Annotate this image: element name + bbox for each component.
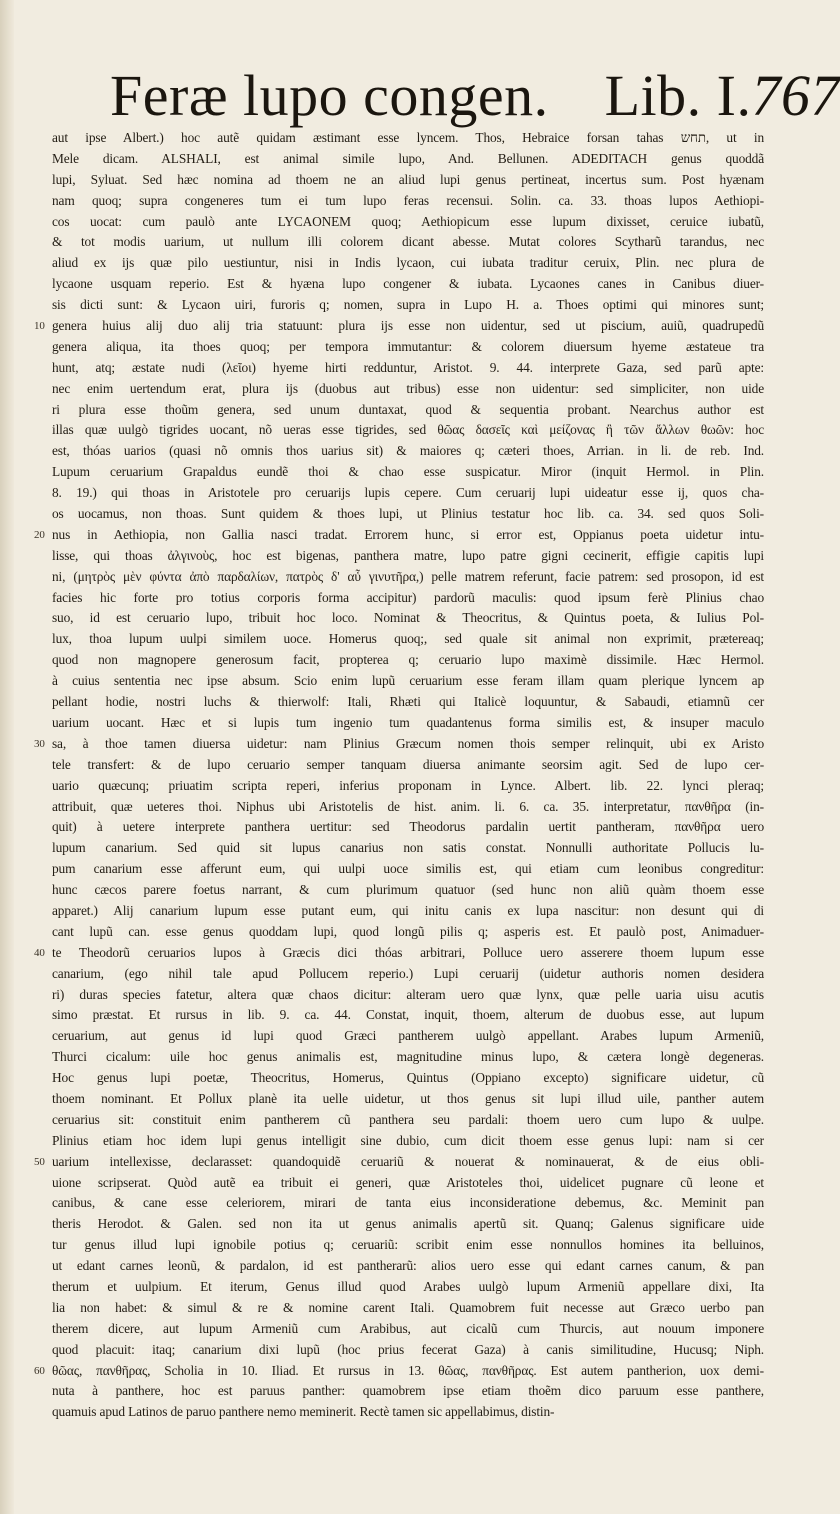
text-line-content: suo, id est ceruario lupo, tribuit hoc loco. Nominat & Theocritus, & Quintus poeta, & Iulius Pol- <box>52 610 764 626</box>
text-line-content: theris Herodot. & Galen. sed non ita ut genus animalis apertũ sit. Quanq; Galenus significare uide <box>52 1216 764 1232</box>
text-line <box>36 420 764 441</box>
text-line-content: lux, thoa lupum uulpi similem uoce. Homerus quoq;, sed quale sit animal non exprimit, prætereaq; <box>52 631 764 647</box>
text-line <box>36 295 764 316</box>
text-line <box>36 650 764 671</box>
text-line <box>36 1381 764 1402</box>
text-line-content: nec enim uertendum erat, plura ijs (duobus aut tribus) esse non uidentur: sed simpliciter, non uide <box>52 380 764 396</box>
text-line-content: te Theodorũ ceruarios lupos à Græcis dici thóas arbitrari, Polluce uero asserere thoem lupum esse <box>52 944 764 960</box>
text-line-content: nus in Aethiopia, non Gallia nasci tradat. Errorem hunc, si error est, Oppianus poeta uidetur intu- <box>52 526 764 542</box>
line-number-marker: 60 <box>34 1364 45 1377</box>
text-line-content: pellant hodie, nostri luchs & thierwolf: Itali, Rhæti qui Italicè loquuntur, & Sabaudi, etiamnũ cer <box>52 694 764 710</box>
text-line-content: uarium intellexisse, declarasset: quandoquidẽ ceruariũ & nouerat & nominauerat, & de eius obli- <box>52 1153 764 1169</box>
text-line-content: illas quæ uulgò tigrides uocant, nõ ueras esse tigrides, sed θῶας δασεῖς καὶ μείζονας ἢ τῶν ἄλλων θωῶν: hoc <box>52 422 764 438</box>
text-line <box>36 922 764 943</box>
text-line <box>36 629 764 650</box>
text-line <box>36 1068 764 1089</box>
text-line-content: canibus, & cane esse celeriorem, mirari de tanta eius inconsideratione debemus, &c. Meminit pan <box>52 1195 764 1211</box>
text-line-content: θῶας, πανθῆρας, Scholia in 10. Iliad. Et rursus in 13. θῶας, πανθῆρας. Est autem pantherion, uox demi- <box>52 1362 764 1378</box>
text-line <box>36 1277 764 1298</box>
text-line <box>36 337 764 358</box>
text-line <box>36 232 764 253</box>
text-line-content: lupi, Syluat. Sed hæc nomina ad thoem ne an aliud lupi genus pertineat, incertus sum. Post hyænam <box>52 171 764 187</box>
text-line-content: lycaone usquam reperio. Est & hyæna lupo congener & iubata. Lycaones canes in Canibus diuer- <box>52 276 764 292</box>
text-line <box>36 170 764 191</box>
text-line-content: therem dicere, aut lupum Armeniũ cum Arabibus, aut cicalũ cum Thurcis, aut nouum imponere <box>52 1320 764 1336</box>
running-head-title: Feræ lupo congen. <box>110 63 549 128</box>
text-line-content: Hoc genus lupi poetæ, Theocritus, Homerus, Quintus (Oppiano excepto) significare uidetur, cũ <box>52 1070 764 1086</box>
text-line <box>36 1173 764 1194</box>
text-line-content: lia non habet: & simul & re & nomine carent Itali. Quamobrem fuit necesse aut Græco uerbo pan <box>52 1299 764 1315</box>
text-line <box>36 504 764 525</box>
line-number-marker: 30 <box>34 737 45 750</box>
text-line <box>36 1089 764 1110</box>
text-line-content: Lupum ceruarium Grapaldus eundẽ thoi & chao esse suspicatur. Miror (inquit Hermol. in Plin. <box>52 464 764 480</box>
text-line <box>36 692 764 713</box>
text-line-content: uarium uocant. Hæc et si lupis tum ingenio tum quadantenus forma similis est, & insuper maculo <box>52 714 764 730</box>
text-line-content: os uocamus, non thoas. Sunt quidem & thoes lupi, ut Plinius testatur hoc lib. ca. 34. sed quos Soli- <box>52 506 764 522</box>
page-binding-edge <box>0 0 14 1514</box>
text-line-content: uione scripserat. Quòd autẽ ea tribuit ei generi, quæ Aristoteles thoi, uidelicet pugnare cũ leone et <box>52 1174 764 1190</box>
text-line-content: pum canarium esse afferunt eum, qui uulpi uoce similis est, qui etiam cum leonibus congreditur: <box>52 861 764 877</box>
text-line <box>36 671 764 692</box>
text-line-content: thoem nominant. Et Pollux planè ita uelle uidetur, ut thos genus sit lupi illud uile, panther autem <box>52 1090 764 1106</box>
text-line <box>36 567 764 588</box>
text-line-content: facies hic forte pro totius corporis forma accipitur) pardorũ maculis: quod ipsum ferè Plinius chao <box>52 589 764 605</box>
text-line <box>36 776 764 797</box>
text-line <box>36 316 764 337</box>
text-line-content: attribuit, quæ ueteres thoi. Niphus ubi Aristotelis de hist. anim. li. 6. ca. 35. interpretatur, πανθῆρα (in- <box>52 798 764 814</box>
text-line <box>36 588 764 609</box>
text-line <box>36 1047 764 1068</box>
text-line <box>36 755 764 776</box>
text-line <box>36 1402 764 1423</box>
text-line <box>36 274 764 295</box>
text-line-content: quamuis apud Latinos de paruo panthere nemo meminerit. Rectè tamen sic appellabimus, distin- <box>52 1404 555 1420</box>
text-line-content: quod non magnopere generosum facit, propterea q; ceruario lupo maximè dissimile. Hæc Hermol. <box>52 652 764 668</box>
text-line <box>36 253 764 274</box>
text-line <box>36 483 764 504</box>
body-text <box>36 128 764 1423</box>
text-line-content: hunt, atq; æstate nudi (λεῖοι) hyeme hirti redduntur, Aristot. 9. 44. interprete Gaza, sed parũ apte: <box>52 359 764 375</box>
text-line-content: aliud ex ijs quæ pilo uestiuntur, nisi in Indis lycaon, cui iubata traditur ceruix, Plin. nec plura de <box>52 255 764 271</box>
text-line <box>36 1005 764 1026</box>
text-line <box>36 1131 764 1152</box>
text-line <box>36 379 764 400</box>
text-line <box>36 1026 764 1047</box>
text-line <box>36 546 764 567</box>
text-line-content: lupum canarium. Sed quid sit lupus canarius non satis constat. Nonnulli authoritate Pollucis lu- <box>52 840 764 856</box>
text-line <box>36 358 764 379</box>
text-line <box>36 1256 764 1277</box>
text-line <box>36 985 764 1006</box>
text-line-content: Mele dicam. ALSHALI, est animal simile lupo, And. Bellunen. ADEDITACH genus quoddã <box>52 150 764 166</box>
text-line-content: tur genus illud lupi ignobile potius q; ceruariũ: scribit enim esse nonnullos homines ita belluinos, <box>52 1237 764 1253</box>
text-line <box>36 880 764 901</box>
text-line <box>36 191 764 212</box>
text-line-content: ri plura esse thoũm genera, sed unum duntaxat, quod & sequentia probant. Nearchus author est <box>52 401 764 417</box>
line-number-marker: 20 <box>34 528 45 541</box>
text-line <box>36 1193 764 1214</box>
text-line-content: ni, (μητρὸς μὲν φύντα ἀπὸ παρδαλίων, πατρὸς δ' αὖ γινυτῆρα,) pelle matrem referunt, facie patrem: sed prosopon, id est <box>52 568 764 584</box>
text-line-content: simo præstat. Et rursus in lib. 9. ca. 44. Constat, inquit, thoem, alterum de duobus esse, aut lupum <box>52 1007 764 1023</box>
text-line-content: genera huius alij duo alij tria statuunt: plura ijs esse non uidentur, sed ut piscium, auiũ, quadrupedũ <box>52 318 764 334</box>
text-line-content: lisse, qui thoas ἀλγινοὺς, hoc est bigenas, panthera matre, lupo patre gigni cecinerit, effigie capitis lupi <box>52 547 764 563</box>
text-line-content: est, thóas uarios (quasi nõ omnis thos uarius sit) & maiores q; cæteri thoes, Arrian. in li. de reb. Ind. <box>52 443 764 459</box>
text-line-content: sis dicti sunt: & Lycaon uiri, furoris q; nomen, supra in Lupo H. a. Thoes optimi qui minores sunt; <box>52 297 764 313</box>
text-line-content: aut ipse Albert.) hoc autẽ quidam æstimant esse lyncem. Thos, Hebraice forsan tahas תחש, ut in <box>52 130 765 145</box>
text-line-content: therum et uulpium. Et iterum, Genus illud quod Arabes uulgò lupum Armeniũ appellare dixi, Ita <box>52 1278 764 1294</box>
text-line-content: cant lupũ can. esse genus quoddam lupi, quod longũ pilis q; asperis est. Et paulò post, Animaduer- <box>52 923 764 939</box>
text-line-content: hunc cæcos parere foetus narrant, & cum plurimum quatuor (sed hunc non aliũ quàm thoem esse <box>52 882 764 898</box>
text-line <box>36 713 764 734</box>
text-line-content: genera aliqua, ita thoes quoq; per tempora immutantur: & colorem diuersum hyeme æstateue tra <box>52 338 764 354</box>
text-line-content: & tot modis uarium, ut nullum illi colorem dicant abesse. Mutat colores Scytharũ tarandus, nec <box>52 234 764 250</box>
running-head-book: Lib. I. <box>604 63 752 128</box>
text-line-content: apparet.) Alij canarium lupum esse putant eum, qui initu canis ex lupa nascitur: non desunt qui di <box>52 902 764 918</box>
text-line <box>36 441 764 462</box>
text-line <box>36 734 764 755</box>
text-line-content: Plinius etiam hoc idem lupi genus intelligit sine dubio, cum dicit thoem esse genus lupi: nam si cer <box>52 1132 764 1148</box>
line-number-marker: 40 <box>34 946 45 959</box>
text-line-content: tele transfert: & de lupo ceruario semper tanquam diuersa animante seorsim agit. Sed de lupo cer- <box>52 756 764 772</box>
text-line-content: ri) duras species fatetur, altera quæ chaos dicitur: alteram uero quæ lynx, quæ pelle uaria uisu acutis <box>52 986 764 1002</box>
text-line <box>36 1152 764 1173</box>
page-number: 767 <box>751 63 840 128</box>
text-line <box>36 128 764 149</box>
text-line <box>36 1361 764 1382</box>
line-number-marker: 50 <box>34 1155 45 1168</box>
text-line <box>36 462 764 483</box>
text-line-content: à cuius sententia nec ipse absum. Scio enim lupũ ceruarium esse feram illam quam plerique lyncem ap <box>52 673 764 689</box>
text-line <box>36 1340 764 1361</box>
text-line <box>36 797 764 818</box>
text-line <box>36 1298 764 1319</box>
text-line-content: sa, à thoe tamen diuersa uidetur: nam Plinius Græcum nomen thois semper relinquit, ubi ex Aristo <box>52 735 764 751</box>
text-line <box>36 901 764 922</box>
text-line <box>36 400 764 421</box>
running-head <box>110 62 840 129</box>
text-line-content: quit) à uetere interprete panthera uertitur: sed Theodorus pardalin uertit pantheram, πανθῆρα uero <box>52 819 764 835</box>
text-line-content: uario quæcunq; priuatim scripta reperi, inferius proponam in Lynce. Albert. lib. 22. lynci pleraq; <box>52 777 764 793</box>
text-line-content: ceruarius sit: constituit enim pantherem cũ panthera seu pardali: thoem uero cum lupo & uulpe. <box>52 1111 764 1127</box>
text-line-content: ceruarium, aut genus id lupi quod Græci pantherem uulgò appellant. Arabes lupum Armeniũ, <box>52 1028 764 1044</box>
text-line <box>36 838 764 859</box>
text-line <box>36 817 764 838</box>
line-number-marker: 10 <box>34 320 45 333</box>
text-line <box>36 1214 764 1235</box>
text-line <box>36 525 764 546</box>
text-line-content: ut edant carnes leonũ, & pardalon, id est pantherarũ: alios uero esse qui edant carnes canum, & pan <box>52 1258 764 1274</box>
text-line <box>36 1235 764 1256</box>
text-line-content: cos uocat: cum paulò ante LYCAONEM quoq; Aethiopicum esse lupum dixisset, ceruice iubatũ, <box>52 213 764 229</box>
text-line <box>36 1319 764 1340</box>
text-line-content: Thurci cicalum: uile hoc genus animalis est, magnitudine minus lupo, & cætera longè degeneras. <box>52 1049 764 1065</box>
text-line-content: 8. 19.) qui thoas in Aristotele pro ceruarijs lupis cepere. Cum ceruarij lupi uideatur esse ij, quos cha- <box>52 485 764 501</box>
text-line <box>36 149 764 170</box>
text-line-content: nuta à panthere, hoc est paruus panther: quamobrem ipse etiam thoẽm dico paruum esse panthere, <box>52 1383 764 1399</box>
text-line <box>36 212 764 233</box>
text-line-content: quod placuit: itaq; canarium dixi lupũ (hoc prius fecerat Gaza) à canis similitudine, Hucusq; Niph. <box>52 1341 764 1357</box>
text-line-content: canarium, (ego nihil tale apud Pollucem reperio.) Lupi ceruarij (uidetur authoris nomen desidera <box>52 965 764 981</box>
text-line-content: nam quoq; supra congeneres tum ei tum lupo feras recensui. Solin. ca. 33. thoas lupos Aethiopi- <box>52 192 764 208</box>
text-line <box>36 964 764 985</box>
text-line <box>36 859 764 880</box>
text-line <box>36 943 764 964</box>
text-line <box>36 608 764 629</box>
text-line <box>36 1110 764 1131</box>
